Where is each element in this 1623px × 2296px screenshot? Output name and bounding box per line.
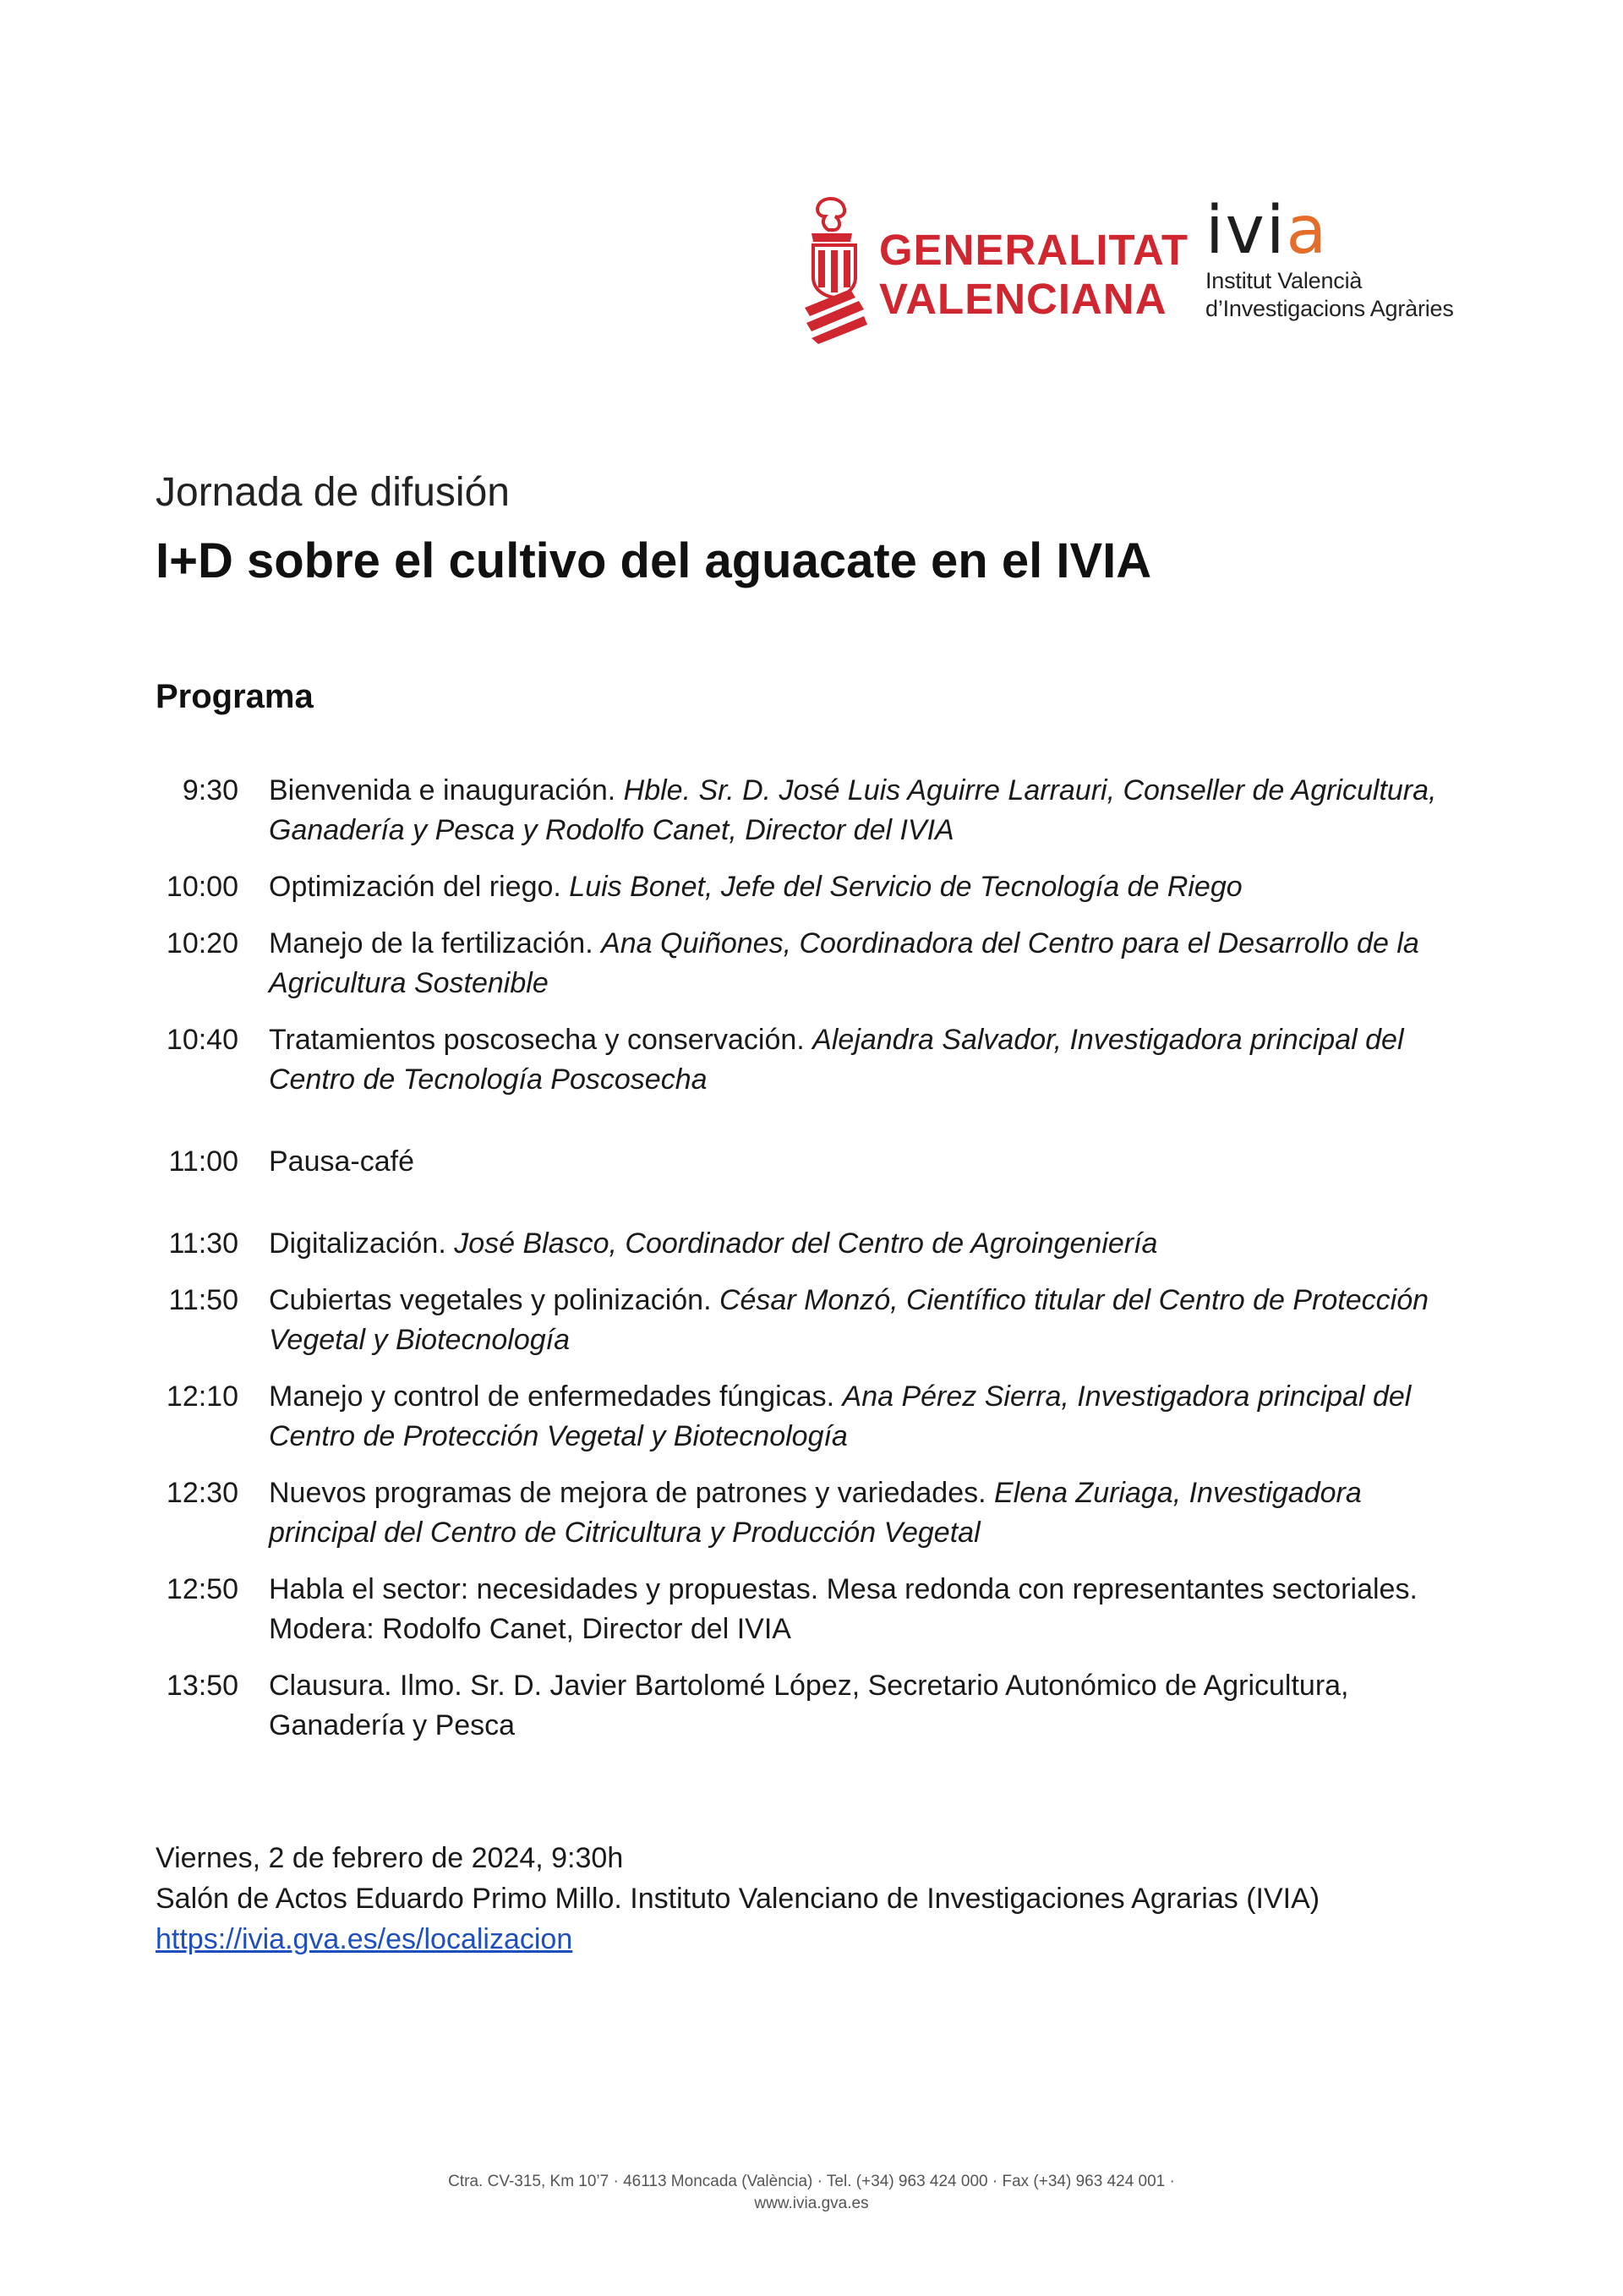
program-item xyxy=(156,1281,1474,1360)
program-item xyxy=(156,1377,1474,1457)
program-speaker: Luis Bonet, Jefe del Servicio de Tecnología de Riego xyxy=(569,871,1243,903)
program-topic: Manejo de la fertilización. xyxy=(269,927,602,959)
program-description xyxy=(269,867,1452,907)
program-item xyxy=(156,1020,1474,1100)
ivia-word-accent: a xyxy=(1286,193,1329,269)
program-speaker-cont: Agricultura Sostenible xyxy=(269,967,549,999)
program-item xyxy=(156,1666,1474,1746)
generalitat-line1: GENERALITAT xyxy=(879,226,1189,274)
event-kicker: Jornada de difusión xyxy=(156,470,510,515)
program-description xyxy=(269,1142,1452,1182)
program-speaker: Ana Pérez Sierra, Investigadora principal del xyxy=(842,1380,1412,1413)
program-description xyxy=(269,1570,1452,1649)
program-item xyxy=(156,1142,1474,1182)
generalitat-emblem-icon xyxy=(803,196,869,344)
program-topic: Bienvenida e inauguración. xyxy=(269,774,624,806)
program-description xyxy=(269,1281,1452,1360)
program-time: 12:30 xyxy=(166,1477,238,1509)
program-speaker: José Blasco, Coordinador del Centro de Agroingeniería xyxy=(454,1227,1158,1260)
event-info xyxy=(156,1838,1320,1960)
program-speaker-cont: Vegetal y Biotecnología xyxy=(269,1324,570,1356)
program-speaker: Hble. Sr. D. José Luis Aguirre Larrauri, Conseller de Agricultura, xyxy=(623,774,1437,806)
program-topic: Tratamientos poscosecha y conservación. xyxy=(269,1024,813,1056)
program-topic: Clausura. Ilmo. Sr. D. Javier Bartolomé López, Secretario Autonómico de Agricultura, xyxy=(269,1670,1349,1702)
program-topic: Manejo y control de enfermedades fúngicas. xyxy=(269,1380,843,1413)
generalitat-valenciana-logo xyxy=(803,196,1189,344)
program-time: 12:50 xyxy=(166,1573,238,1605)
event-venue: Salón de Actos Eduardo Primo Millo. Instituto Valenciano de Investigaciones Agrarias (IVIA) xyxy=(156,1883,1320,1915)
program-time: 9:30 xyxy=(182,774,238,806)
program-item xyxy=(156,1570,1474,1649)
ivia-word-main: ivi xyxy=(1205,193,1287,269)
program-item xyxy=(156,1224,1474,1264)
footer-address xyxy=(0,2171,1623,2215)
program-speaker-cont: principal del Centro de Citricultura y Producción Vegetal xyxy=(269,1517,981,1549)
program-speaker: Elena Zuriaga, Investigadora xyxy=(994,1477,1362,1509)
program-topic-cont: Ganadería y Pesca xyxy=(269,1709,516,1741)
program-description xyxy=(269,1473,1452,1553)
program-speaker-cont: Centro de Tecnología Poscosecha xyxy=(269,1063,708,1096)
event-date: Viernes, 2 de febrero de 2024, 9:30h xyxy=(156,1842,624,1874)
program-list xyxy=(156,771,1474,1746)
location-link[interactable]: https://ivia.gva.es/es/localizacion xyxy=(156,1923,573,1955)
program-topic: Nuevos programas de mejora de patrones y variedades. xyxy=(269,1477,995,1509)
program-time: 10:40 xyxy=(166,1024,238,1056)
generalitat-wordmark xyxy=(879,226,1189,324)
program-description xyxy=(269,1377,1452,1457)
ivia-logo xyxy=(1205,193,1476,333)
ivia-subtitle-line2: d’Investigacions Agràries xyxy=(1205,296,1454,321)
program-description xyxy=(269,1666,1452,1746)
program-topic: Habla el sector: necesidades y propuestas. Mesa redonda con representantes sectoriales. xyxy=(269,1573,1418,1605)
event-title: I+D sobre el cultivo del aguacate en el IVIA xyxy=(156,533,1152,588)
program-time: 11:00 xyxy=(168,1145,238,1178)
program-item xyxy=(156,771,1474,850)
program-topic: Cubiertas vegetales y polinización. xyxy=(269,1284,719,1316)
generalitat-line2: VALENCIANA xyxy=(879,275,1167,323)
ivia-wordmark xyxy=(1205,193,1476,269)
program-speaker-cont: Ganadería y Pesca y Rodolfo Canet, Director del IVIA xyxy=(269,814,954,846)
program-topic-cont: Modera: Rodolfo Canet, Director del IVIA xyxy=(269,1613,791,1645)
program-time: 11:50 xyxy=(168,1284,238,1316)
program-heading: Programa xyxy=(156,678,314,715)
program-topic: Optimización del riego. xyxy=(269,871,570,903)
program-time: 10:20 xyxy=(166,927,238,959)
footer-website: www.ivia.gva.es xyxy=(754,2195,869,2212)
program-item xyxy=(156,1473,1474,1553)
program-speaker-cont: Centro de Protección Vegetal y Biotecnología xyxy=(269,1420,848,1452)
program-description xyxy=(269,1020,1452,1100)
program-time: 12:10 xyxy=(166,1380,238,1413)
program-description xyxy=(269,771,1452,850)
program-description xyxy=(269,1224,1452,1264)
program-topic: Digitalización. xyxy=(269,1227,455,1260)
program-speaker: Alejandra Salvador, Investigadora principal del xyxy=(812,1024,1404,1056)
program-time: 13:50 xyxy=(166,1670,238,1702)
footer-address-line: Ctra. CV-315, Km 10’7 · 46113 Moncada (València) · Tel. (+34) 963 424 000 · Fax (+34) 963 424 001 · xyxy=(448,2173,1175,2190)
program-item xyxy=(156,867,1474,907)
ivia-subtitle-line1: Institut Valencià xyxy=(1205,268,1363,293)
program-speaker: Ana Quiñones, Coordinadora del Centro para el Desarrollo de la xyxy=(601,927,1419,959)
program-time: 10:00 xyxy=(166,871,238,903)
program-item xyxy=(156,924,1474,1003)
program-topic: Pausa-café xyxy=(269,1145,414,1178)
ivia-subtitle xyxy=(1205,267,1476,323)
program-speaker: César Monzó, Científico titular del Centro de Protección xyxy=(719,1284,1429,1316)
program-description xyxy=(269,924,1452,1003)
program-time: 11:30 xyxy=(168,1227,238,1260)
